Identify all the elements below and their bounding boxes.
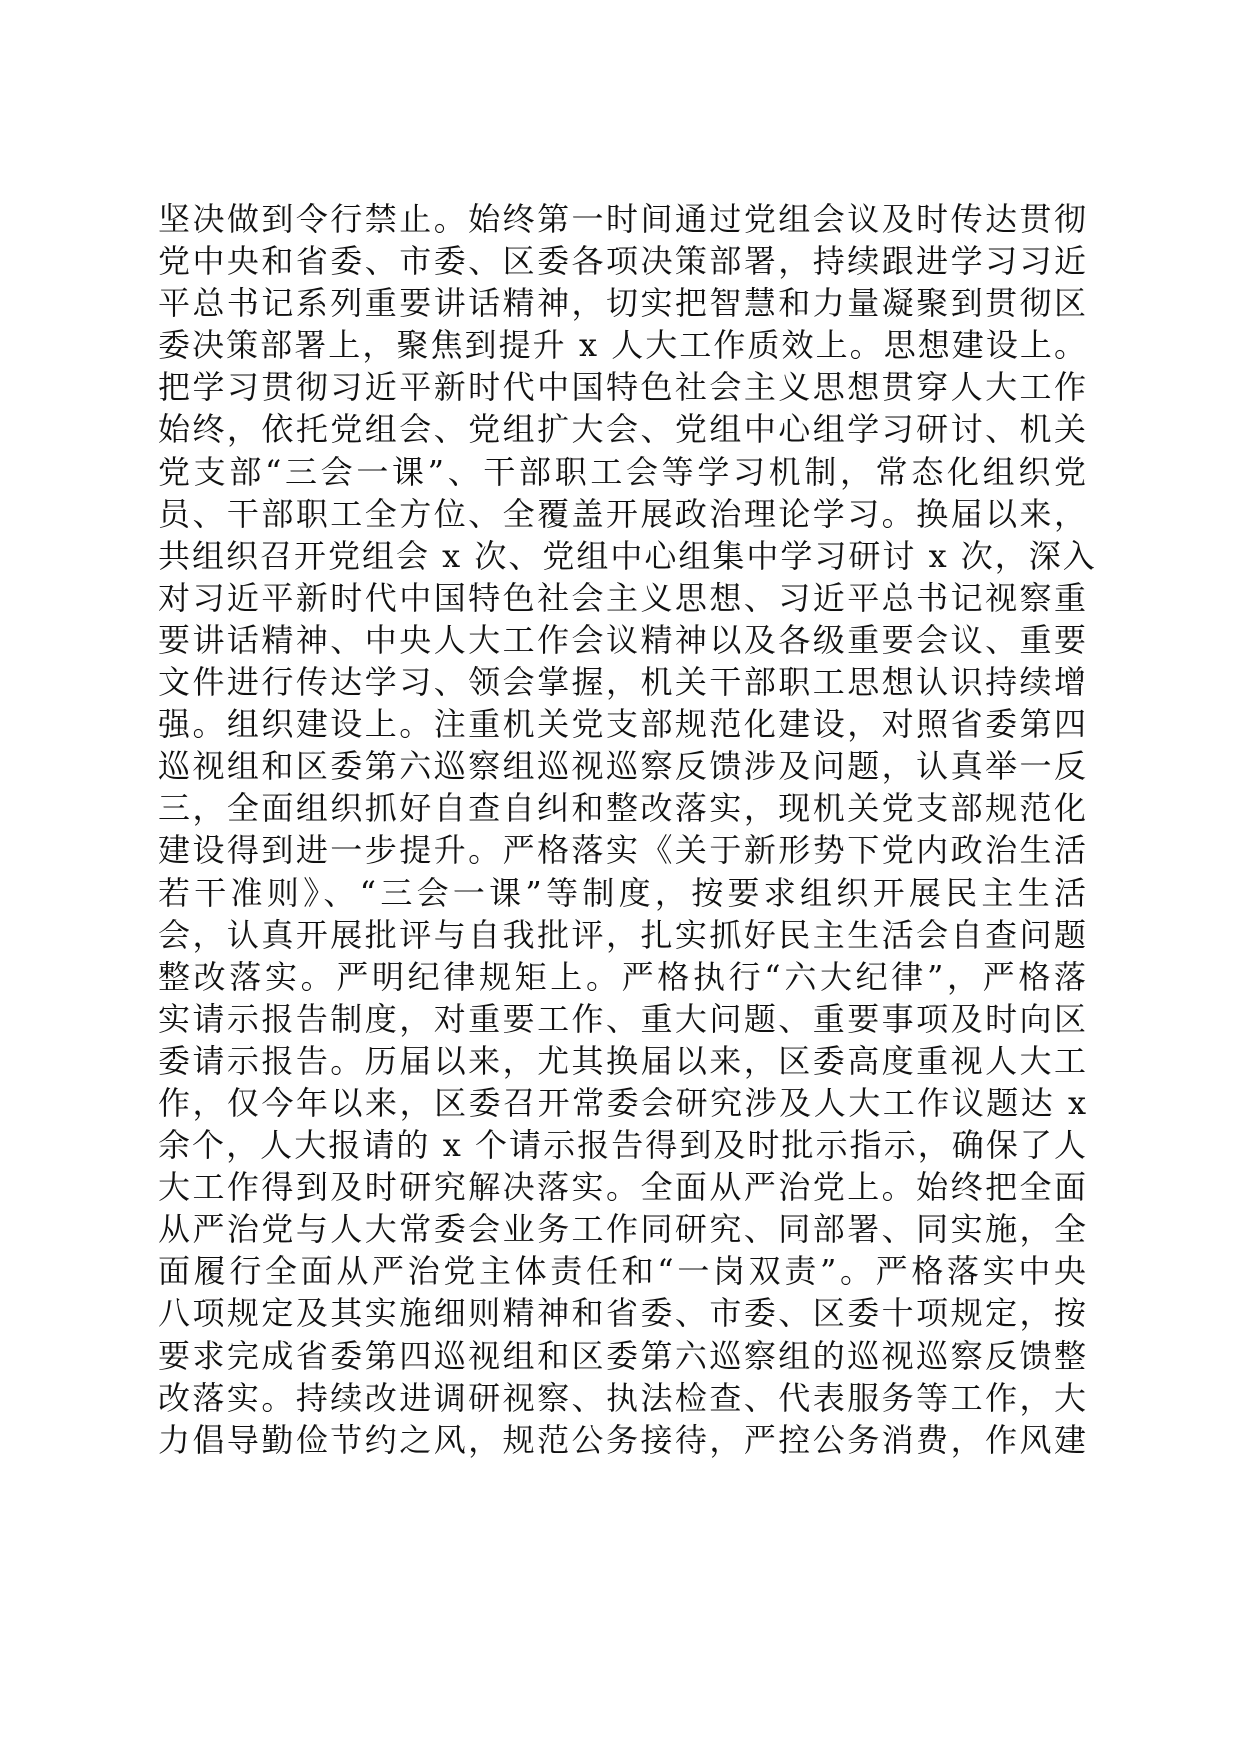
text-line: 把学习贯彻习近平新时代中国特色社会主义思想贯穿人大工作: [158, 368, 1088, 407]
text-line: 建设得到进一步提升。严格落实《关于新形势下党内政治生活: [158, 831, 1088, 870]
text-line: 改落实。持续改进调研视察、执法检查、代表服务等工作，大: [158, 1378, 1088, 1417]
text-line: 三，全面组织抓好自查自纠和整改落实，现机关党支部规范化: [158, 789, 1088, 828]
text-line: 整改落实。严明纪律规矩上。严格执行“六大纪律”，严格落: [158, 957, 1088, 996]
text-line: 平总书记系列重要讲话精神，切实把智慧和力量凝聚到贯彻区: [158, 284, 1088, 323]
text-line: 坚决做到令行禁止。始终第一时间通过党组会议及时传达贯彻: [158, 200, 1088, 238]
text-line: 员、干部职工全方位、全覆盖开展政治理论学习。换届以来，: [158, 494, 1088, 533]
text-line: 要讲话精神、中央人大工作会议精神以及各级重要会议、重要: [158, 620, 1088, 659]
text-line: 党支部“三会一课”、干部职工会等学习机制，常态化组织党: [158, 452, 1088, 491]
body-text: [158, 198, 1097, 1461]
text-line: 委请示报告。历届以来，尤其换届以来，区委高度重视人大工: [158, 1041, 1088, 1080]
text-line: 力倡导勤俭节约之风，规范公务接待，严控公务消费，作风建: [158, 1420, 1088, 1459]
text-line: 对习近平新时代中国特色社会主义思想、习近平总书记视察重: [158, 578, 1088, 617]
text-line: 作，仅今年以来，区委召开常委会研究涉及人大工作议题达 x: [158, 1083, 1088, 1122]
text-line: 若干准则》、“三会一课”等制度，按要求组织开展民主生活: [158, 873, 1088, 912]
text-line: 党中央和省委、市委、区委各项决策部署，持续跟进学习习近: [158, 242, 1088, 281]
text-line: 共组织召开党组会 x 次、党组中心组集中学习研讨 x 次，深入: [158, 536, 1097, 575]
text-line: 大工作得到及时研究解决落实。全面从严治党上。始终把全面: [158, 1168, 1088, 1207]
text-line: 从严治党与人大常委会业务工作同研究、同部署、同实施，全: [158, 1210, 1088, 1249]
text-line: 实请示报告制度，对重要工作、重大问题、重要事项及时向区: [158, 999, 1088, 1038]
text-line: 会，认真开展批评与自我批评，扎实抓好民主生活会自查问题: [158, 915, 1088, 954]
text-line: 要求完成省委第四巡视组和区委第六巡察组的巡视巡察反馈整: [158, 1336, 1088, 1375]
text-line: 委决策部署上，聚焦到提升 x 人大工作质效上。思想建设上。: [158, 326, 1088, 365]
text-line: 巡视组和区委第六巡察组巡视巡察反馈涉及问题，认真举一反: [158, 747, 1088, 786]
text-line: 文件进行传达学习、领会掌握，机关干部职工思想认识持续增: [158, 663, 1088, 702]
text-line: 强。组织建设上。注重机关党支部规范化建设，对照省委第四: [158, 705, 1088, 744]
text-line: 余个，人大报请的 x 个请示报告得到及时批示指示，确保了人: [158, 1126, 1088, 1165]
text-line: 八项规定及其实施细则精神和省委、市委、区委十项规定，按: [158, 1294, 1088, 1333]
text-line: 面履行全面从严治党主体责任和“一岗双责”。严格落实中央: [158, 1252, 1088, 1291]
text-line: 始终，依托党组会、党组扩大会、党组中心组学习研讨、机关: [158, 410, 1088, 449]
